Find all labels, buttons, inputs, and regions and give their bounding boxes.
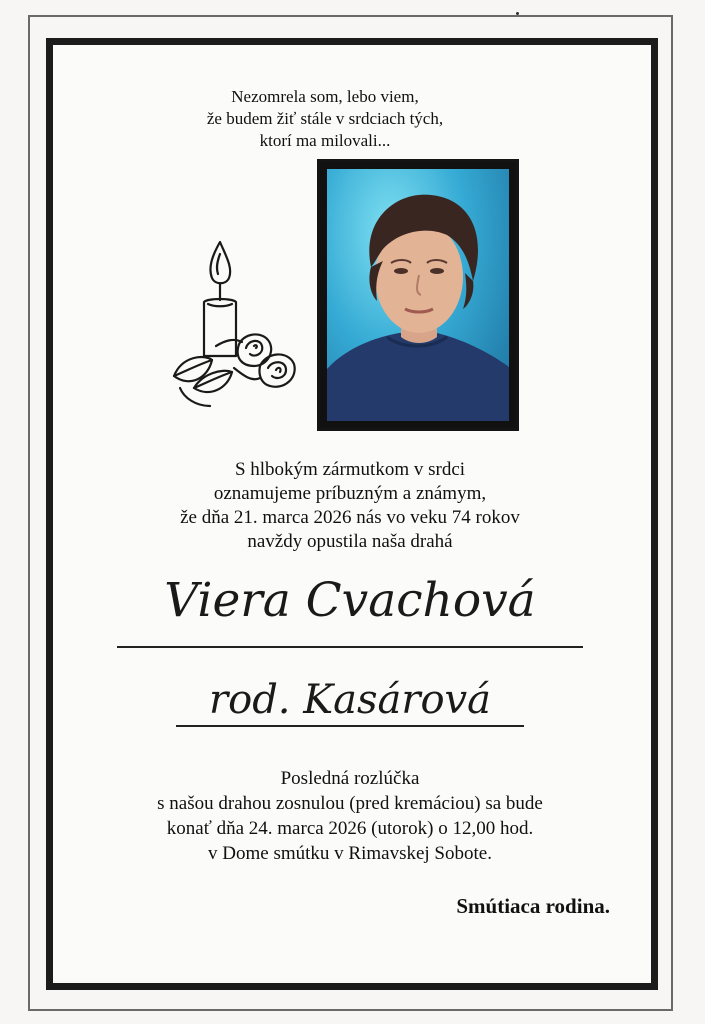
maiden-name: rod. Kasárová	[209, 677, 491, 723]
motto-line: Nezomrela som, lebo viem,	[231, 87, 419, 106]
portrait-figure	[327, 169, 509, 421]
deceased-name: Viera Cvachová	[164, 573, 536, 628]
farewell-details	[100, 766, 600, 866]
announcement-line: S hlbokým zármutkom v srdci	[234, 459, 466, 480]
announcement-line: oznamujeme príbuzným a známym,	[213, 483, 487, 504]
farewell-line: Posledná rozlúčka	[280, 768, 420, 789]
portrait-photo	[317, 159, 519, 431]
family-signature: Smútiaca rodina.	[456, 894, 610, 918]
announcement-line: že dňa 21. marca 2026 nás vo veku 74 rokov	[180, 507, 520, 528]
candle-with-roses-icon	[168, 238, 300, 414]
maiden-underline	[176, 725, 524, 727]
motto-line: ktorí ma milovali...	[259, 131, 391, 150]
announcement-line: navždy opustila naša drahá	[247, 531, 453, 552]
farewell-line: s našou drahou zosnulou (pred kremáciou) sa bude	[157, 793, 543, 814]
motto-verse	[150, 86, 500, 152]
farewell-line: v Dome smútku v Rimavskej Sobote.	[208, 843, 492, 864]
motto-line: že budem žiť stále v srdciach tých,	[206, 109, 444, 128]
farewell-line: konať dňa 24. marca 2026 (utorok) o 12,00 hod.	[166, 818, 534, 839]
name-underline	[117, 646, 583, 648]
announcement-text	[120, 458, 580, 554]
portrait-image	[327, 169, 509, 421]
